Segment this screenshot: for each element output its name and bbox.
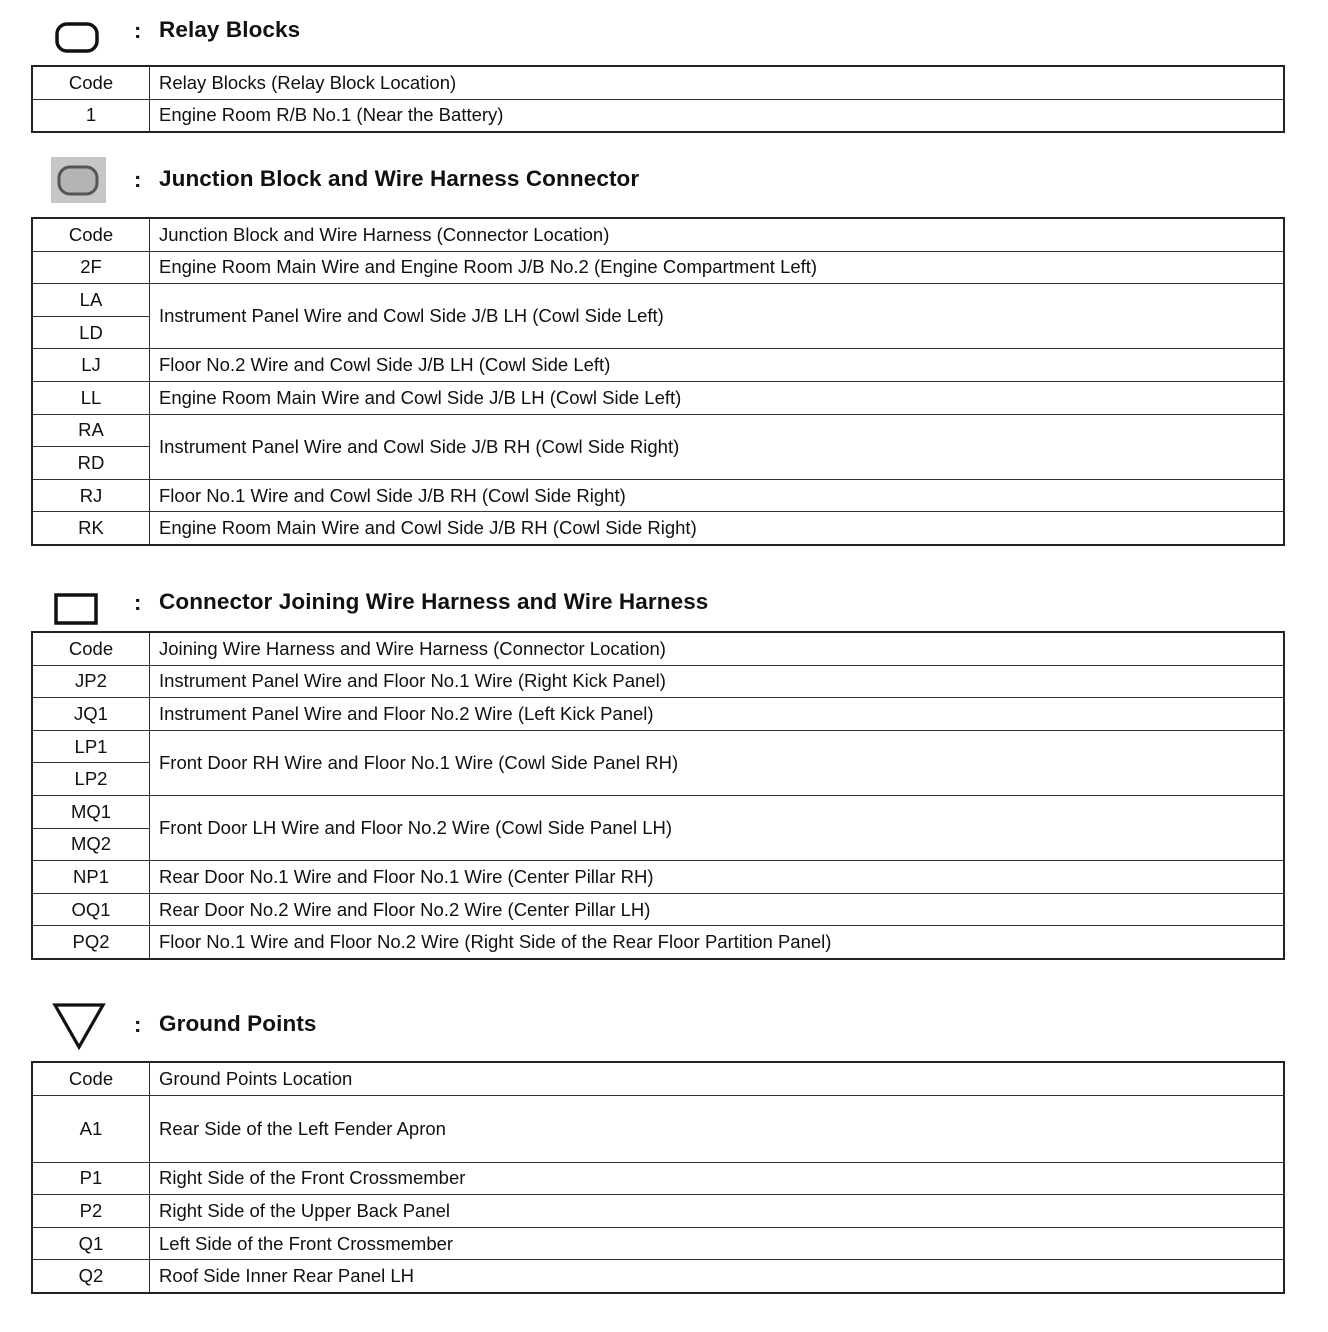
code-cell: OQ1 xyxy=(32,893,150,926)
location-cell: Front Door LH Wire and Floor No.2 Wire (Cowl Side Panel LH) xyxy=(150,795,1285,860)
junction-block-section xyxy=(0,163,1328,539)
table-row xyxy=(32,349,1284,382)
table-row xyxy=(32,414,1284,447)
heading-colon: : xyxy=(134,18,142,43)
location-cell: Engine Room R/B No.1 (Near the Battery) xyxy=(150,99,1285,132)
table-row xyxy=(32,251,1284,284)
ground-points-section xyxy=(0,1008,1328,1287)
code-cell: RD xyxy=(32,447,150,480)
table-row xyxy=(32,730,1284,763)
table-row xyxy=(32,1227,1284,1260)
code-cell: 2F xyxy=(32,251,150,284)
code-cell: LJ xyxy=(32,349,150,382)
rectangle-icon xyxy=(54,590,102,628)
code-cell: Q1 xyxy=(32,1227,150,1260)
code-header: Code xyxy=(32,632,150,665)
code-header: Code xyxy=(32,1062,150,1095)
code-cell: LA xyxy=(32,284,150,317)
table-row xyxy=(32,698,1284,731)
code-cell: LP1 xyxy=(32,730,150,763)
code-cell: PQ2 xyxy=(32,926,150,959)
section-title: Connector Joining Wire Harness and Wire Harness xyxy=(159,589,709,614)
connector-table xyxy=(31,631,1285,960)
table-header-row xyxy=(32,632,1284,665)
location-cell: Rear Door No.1 Wire and Floor No.1 Wire (Center Pillar RH) xyxy=(150,861,1285,894)
junction-block-heading xyxy=(0,163,1328,197)
section-title: Relay Blocks xyxy=(159,17,301,42)
location-cell: Floor No.1 Wire and Floor No.2 Wire (Right Side of the Rear Floor Partition Panel) xyxy=(150,926,1285,959)
location-cell: Instrument Panel Wire and Floor No.2 Wire (Left Kick Panel) xyxy=(150,698,1285,731)
heading-colon: : xyxy=(134,590,142,615)
connector-section xyxy=(0,586,1328,953)
rounded-rectangle-icon xyxy=(54,18,102,54)
table-row xyxy=(32,861,1284,894)
code-cell: P2 xyxy=(32,1195,150,1228)
location-cell: Engine Room Main Wire and Engine Room J/B No.2 (Engine Compartment Left) xyxy=(150,251,1285,284)
location-header: Ground Points Location xyxy=(150,1062,1285,1095)
location-cell: Front Door RH Wire and Floor No.1 Wire (Cowl Side Panel RH) xyxy=(150,730,1285,795)
junction-block-table xyxy=(31,217,1285,546)
location-header: Junction Block and Wire Harness (Connector Location) xyxy=(150,218,1285,251)
location-cell: Instrument Panel Wire and Cowl Side J/B LH (Cowl Side Left) xyxy=(150,284,1285,349)
code-cell: LP2 xyxy=(32,763,150,796)
relay-blocks-heading xyxy=(0,14,1328,48)
table-row xyxy=(32,284,1284,317)
table-row xyxy=(32,479,1284,512)
location-cell: Floor No.2 Wire and Cowl Side J/B LH (Cowl Side Left) xyxy=(150,349,1285,382)
heading-colon: : xyxy=(134,1012,142,1037)
table-header-row xyxy=(32,218,1284,251)
location-cell: Rear Side of the Left Fender Apron xyxy=(150,1095,1285,1162)
code-header: Code xyxy=(32,66,150,99)
location-cell: Instrument Panel Wire and Cowl Side J/B RH (Cowl Side Right) xyxy=(150,414,1285,479)
code-cell: LD xyxy=(32,316,150,349)
table-row xyxy=(32,795,1284,828)
location-cell: Rear Door No.2 Wire and Floor No.2 Wire (Center Pillar LH) xyxy=(150,893,1285,926)
relay-blocks-table xyxy=(31,65,1285,133)
location-cell: Engine Room Main Wire and Cowl Side J/B RH (Cowl Side Right) xyxy=(150,512,1285,545)
code-cell: JP2 xyxy=(32,665,150,698)
code-header: Code xyxy=(32,218,150,251)
location-cell: Floor No.1 Wire and Cowl Side J/B RH (Cowl Side Right) xyxy=(150,479,1285,512)
section-title: Ground Points xyxy=(159,1011,317,1036)
location-cell: Right Side of the Upper Back Panel xyxy=(150,1195,1285,1228)
table-row xyxy=(32,99,1284,132)
table-row xyxy=(32,512,1284,545)
location-cell: Engine Room Main Wire and Cowl Side J/B LH (Cowl Side Left) xyxy=(150,381,1285,414)
ground-points-heading xyxy=(0,1008,1328,1042)
shaded-rounded-rectangle-icon xyxy=(50,157,106,205)
heading-colon: : xyxy=(134,167,142,192)
code-cell: JQ1 xyxy=(32,698,150,731)
table-row xyxy=(32,1260,1284,1293)
location-header: Relay Blocks (Relay Block Location) xyxy=(150,66,1285,99)
location-header: Joining Wire Harness and Wire Harness (Connector Location) xyxy=(150,632,1285,665)
relay-blocks-section xyxy=(0,14,1328,126)
code-cell: LL xyxy=(32,381,150,414)
code-cell: 1 xyxy=(32,99,150,132)
location-cell: Instrument Panel Wire and Floor No.1 Wire (Right Kick Panel) xyxy=(150,665,1285,698)
section-title: Junction Block and Wire Harness Connector xyxy=(159,166,640,191)
code-cell: RK xyxy=(32,512,150,545)
table-header-row xyxy=(32,66,1284,99)
table-row xyxy=(32,893,1284,926)
table-row xyxy=(32,381,1284,414)
location-cell: Roof Side Inner Rear Panel LH xyxy=(150,1260,1285,1293)
table-row xyxy=(32,926,1284,959)
table-row xyxy=(32,1095,1284,1162)
ground-points-table xyxy=(31,1061,1285,1294)
down-triangle-icon xyxy=(52,1002,106,1052)
code-cell: Q2 xyxy=(32,1260,150,1293)
location-cell: Right Side of the Front Crossmember xyxy=(150,1162,1285,1195)
table-row xyxy=(32,1195,1284,1228)
code-cell: MQ2 xyxy=(32,828,150,861)
connector-heading xyxy=(0,586,1328,620)
code-cell: MQ1 xyxy=(32,795,150,828)
code-cell: A1 xyxy=(32,1095,150,1162)
code-cell: NP1 xyxy=(32,861,150,894)
code-cell: RJ xyxy=(32,479,150,512)
table-row xyxy=(32,665,1284,698)
code-cell: RA xyxy=(32,414,150,447)
code-cell: P1 xyxy=(32,1162,150,1195)
table-header-row xyxy=(32,1062,1284,1095)
table-row xyxy=(32,1162,1284,1195)
location-cell: Left Side of the Front Crossmember xyxy=(150,1227,1285,1260)
